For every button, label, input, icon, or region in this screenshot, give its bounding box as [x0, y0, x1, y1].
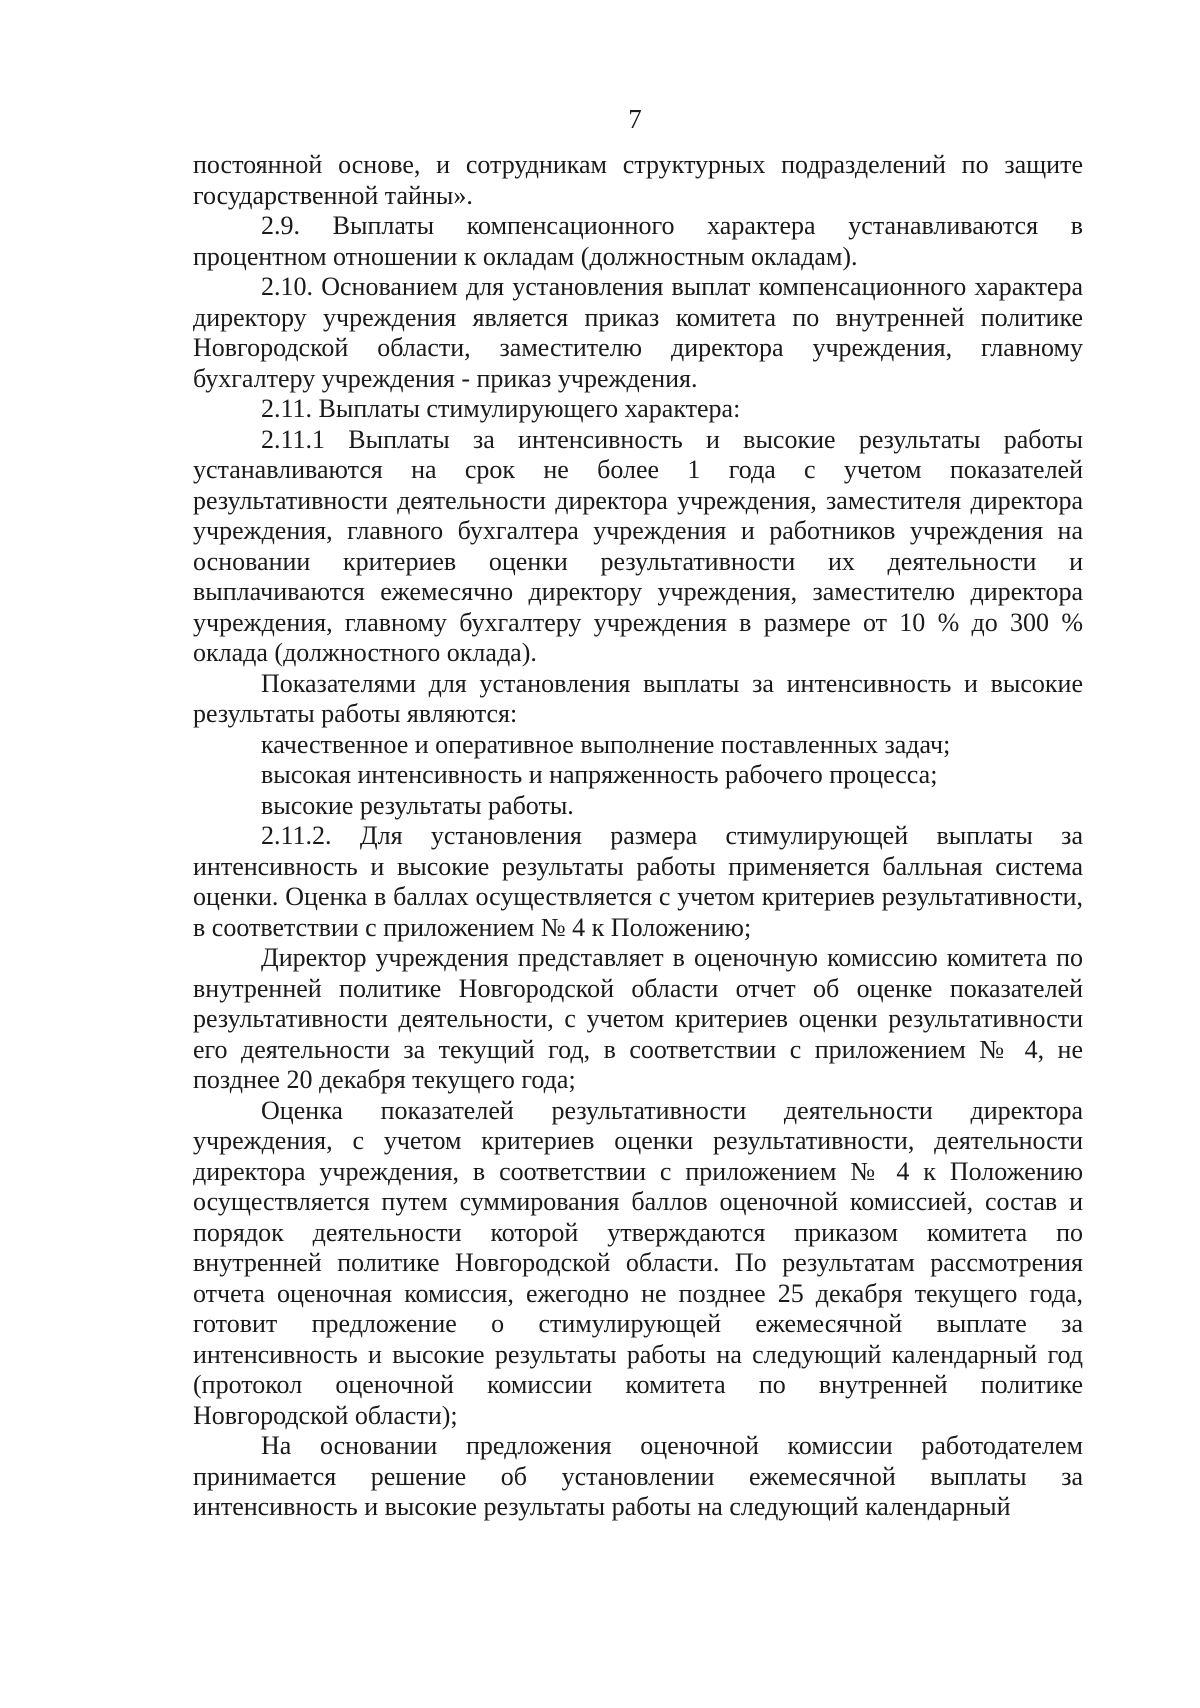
paragraph: 2.10. Основанием для установления выплат компенсационного характера директору учреждения является приказ комитета по внутренней политике Новгородской области, заместителю директора учреждения, главному бухгалтеру учреждения - приказ учреждения.	[193, 272, 1083, 393]
paragraph: Показателями для установления выплаты за интенсивность и высокие результаты работы являются:	[193, 668, 1083, 728]
paragraph: На основании предложения оценочной комиссии работодателем принимается решение об установлении ежемесячной выплаты за интенсивность и высокие результаты работы на следующий календарный	[193, 1431, 1083, 1521]
paragraph: 2.11. Выплаты стимулирующего характера:	[261, 394, 741, 423]
paragraph: Оценка показателей результативности деятельности директора учреждения, с учетом критериев оценки результативности, деятельности директора учреждения, в соответствии с приложением № 4 к Положению осуществляется путем суммирования баллов оценочной комиссией, состав и порядок деятельности которой утверждаются приказом комитета по внутренней политике Новгородской области. По результатам рассмотрения отчета оценочная комиссия, ежегодно не позднее 25 декабря текущего года, готовит предложение о стимулирующей ежемесячной выплате за интенсивность и высокие результаты работы на следующий календарный год (протокол оценочной комиссии комитета по внутренней политике Новгородской области);	[193, 1095, 1083, 1430]
list-item: высокая интенсивность и напряженность рабочего процесса;	[261, 760, 938, 789]
page-number: 7	[628, 104, 642, 134]
list-item: качественное и оперативное выполнение поставленных задач;	[261, 729, 951, 759]
paragraph: 2.9. Выплаты компенсационного характера устанавливаются в процентном отношении к окладам (должностным окладам).	[193, 211, 1083, 271]
paragraph: Директор учреждения представляет в оценочную комиссию комитета по внутренней политике Новгородской области отчет об оценке показателей результативности деятельности, с учетом критериев оценки результативности его деятельности за текущий год, в соответствии с приложением № 4, не позднее 20 декабря текущего года;	[193, 943, 1083, 1094]
paragraph: 2.11.2. Для установления размера стимулирующей выплаты за интенсивность и высокие результаты работы применяется балльная система оценки. Оценка в баллах осуществляется с учетом критериев результативности, в соответствии с приложением № 4 к Положению;	[193, 821, 1083, 942]
paragraph: 2.11.1 Выплаты за интенсивность и высокие результаты работы устанавливаются на срок не более 1 года с учетом показателей результативности деятельности директора учреждения, заместителя директора учреждения, главного бухгалтера учреждения и работников учреждения на основании критериев оценки результативности их деятельности и выплачиваются ежемесячно директору учреждения, заместителю директора учреждения, главному бухгалтеру учреждения в размере от 10 % до 300 % оклада (должностного оклада).	[193, 424, 1083, 667]
paragraph: постоянной основе, и сотрудникам структурных подразделений по защите государственной тайны».	[193, 150, 1083, 210]
document-body	[193, 150, 1083, 1523]
list-item: высокие результаты работы.	[261, 790, 574, 820]
